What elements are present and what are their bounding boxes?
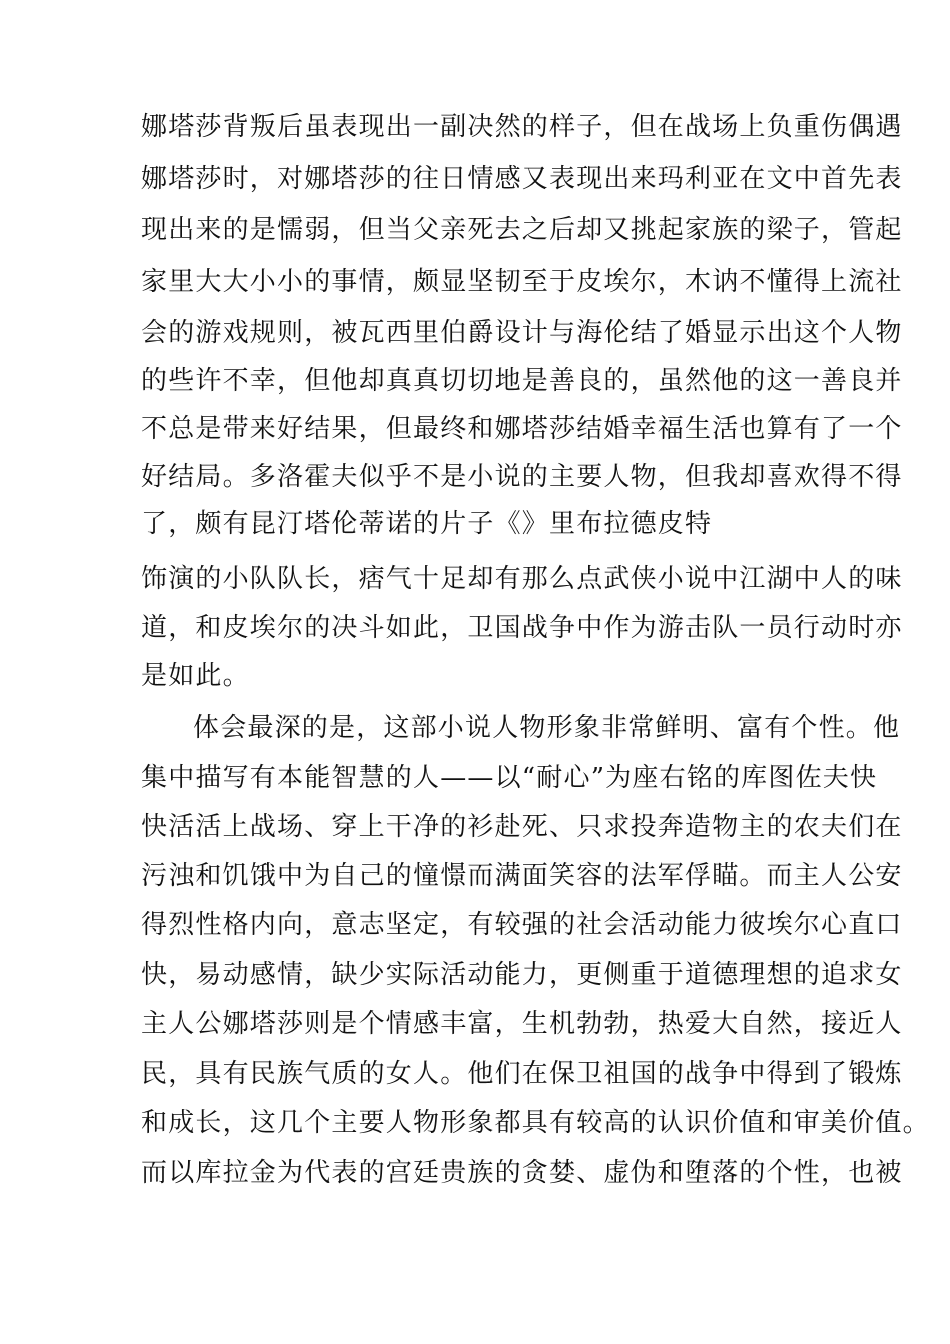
text-line: 饰演的小队队长，痞气十足却有那么点武侠小说中江湖中人的味 — [141, 564, 903, 594]
text-line: 娜塔莎时，对娜塔莎的往日情感又表现出来玛利亚在文中首先表 — [141, 164, 903, 194]
text-line: 会的游戏规则，被瓦西里伯爵设计与海伦结了婚显示出这个人物 — [141, 318, 903, 348]
text-line: 家里大大小小的事情，颇显坚韧至于皮埃尔，木讷不懂得上流社 — [141, 267, 903, 297]
text-line: 好结局。多洛霍夫似乎不是小说的主要人物，但我却喜欢得不得 — [141, 462, 903, 492]
text-line: 民，具有民族气质的女人。他们在保卫祖国的战争中得到了锻炼 — [141, 1059, 903, 1089]
text-line: 主人公娜塔莎则是个情感丰富，生机勃勃，热爱大自然，接近人 — [141, 1009, 903, 1039]
paragraph-first-line: 体会最深的是，这部小说人物形象非常鲜明、富有个性。他 — [193, 713, 901, 743]
text-line: 快活活上战场、穿上干净的衫赴死、只求投奔造物主的农夫们在 — [141, 812, 903, 842]
text-line: 道，和皮埃尔的决斗如此，卫国战争中作为游击队一员行动时亦 — [141, 613, 903, 643]
text-line: 得烈性格内向，意志坚定，有较强的社会活动能力彼埃尔心直口 — [141, 910, 903, 940]
text-line: 集中描写有本能智慧的人——以“耐心”为座右铭的库图佐夫快 — [141, 763, 878, 793]
text-line: 污浊和饥饿中为自己的憧憬而满面笑容的法军俘瞄。而主人公安 — [141, 861, 903, 891]
text-line: 而以库拉金为代表的宫廷贵族的贪婪、虚伪和堕落的个性，也被 — [141, 1158, 903, 1188]
text-line: 的些许不幸，但他却真真切切地是善良的，虽然他的这一善良并 — [141, 366, 903, 396]
text-line: 现出来的是懦弱，但当父亲死去之后却又挑起家族的梁子，管起 — [141, 215, 903, 245]
text-line: 不总是带来好结果，但最终和娜塔莎结婚幸福生活也算有了一个 — [141, 414, 903, 444]
text-line: 和成长，这几个主要人物形象都具有较高的认识价值和审美价值。 — [141, 1108, 930, 1138]
text-line: 娜塔莎背叛后虽表现出一副决然的样子，但在战场上负重伤偶遇 — [141, 112, 903, 142]
text-line: 是如此。 — [141, 661, 250, 691]
text-line: 快，易动感情，缺少实际活动能力，更侧重于道德理想的追求女 — [141, 960, 903, 990]
text-line: 了，颇有昆汀塔伦蒂诺的片子《》里布拉德皮特 — [141, 509, 713, 539]
